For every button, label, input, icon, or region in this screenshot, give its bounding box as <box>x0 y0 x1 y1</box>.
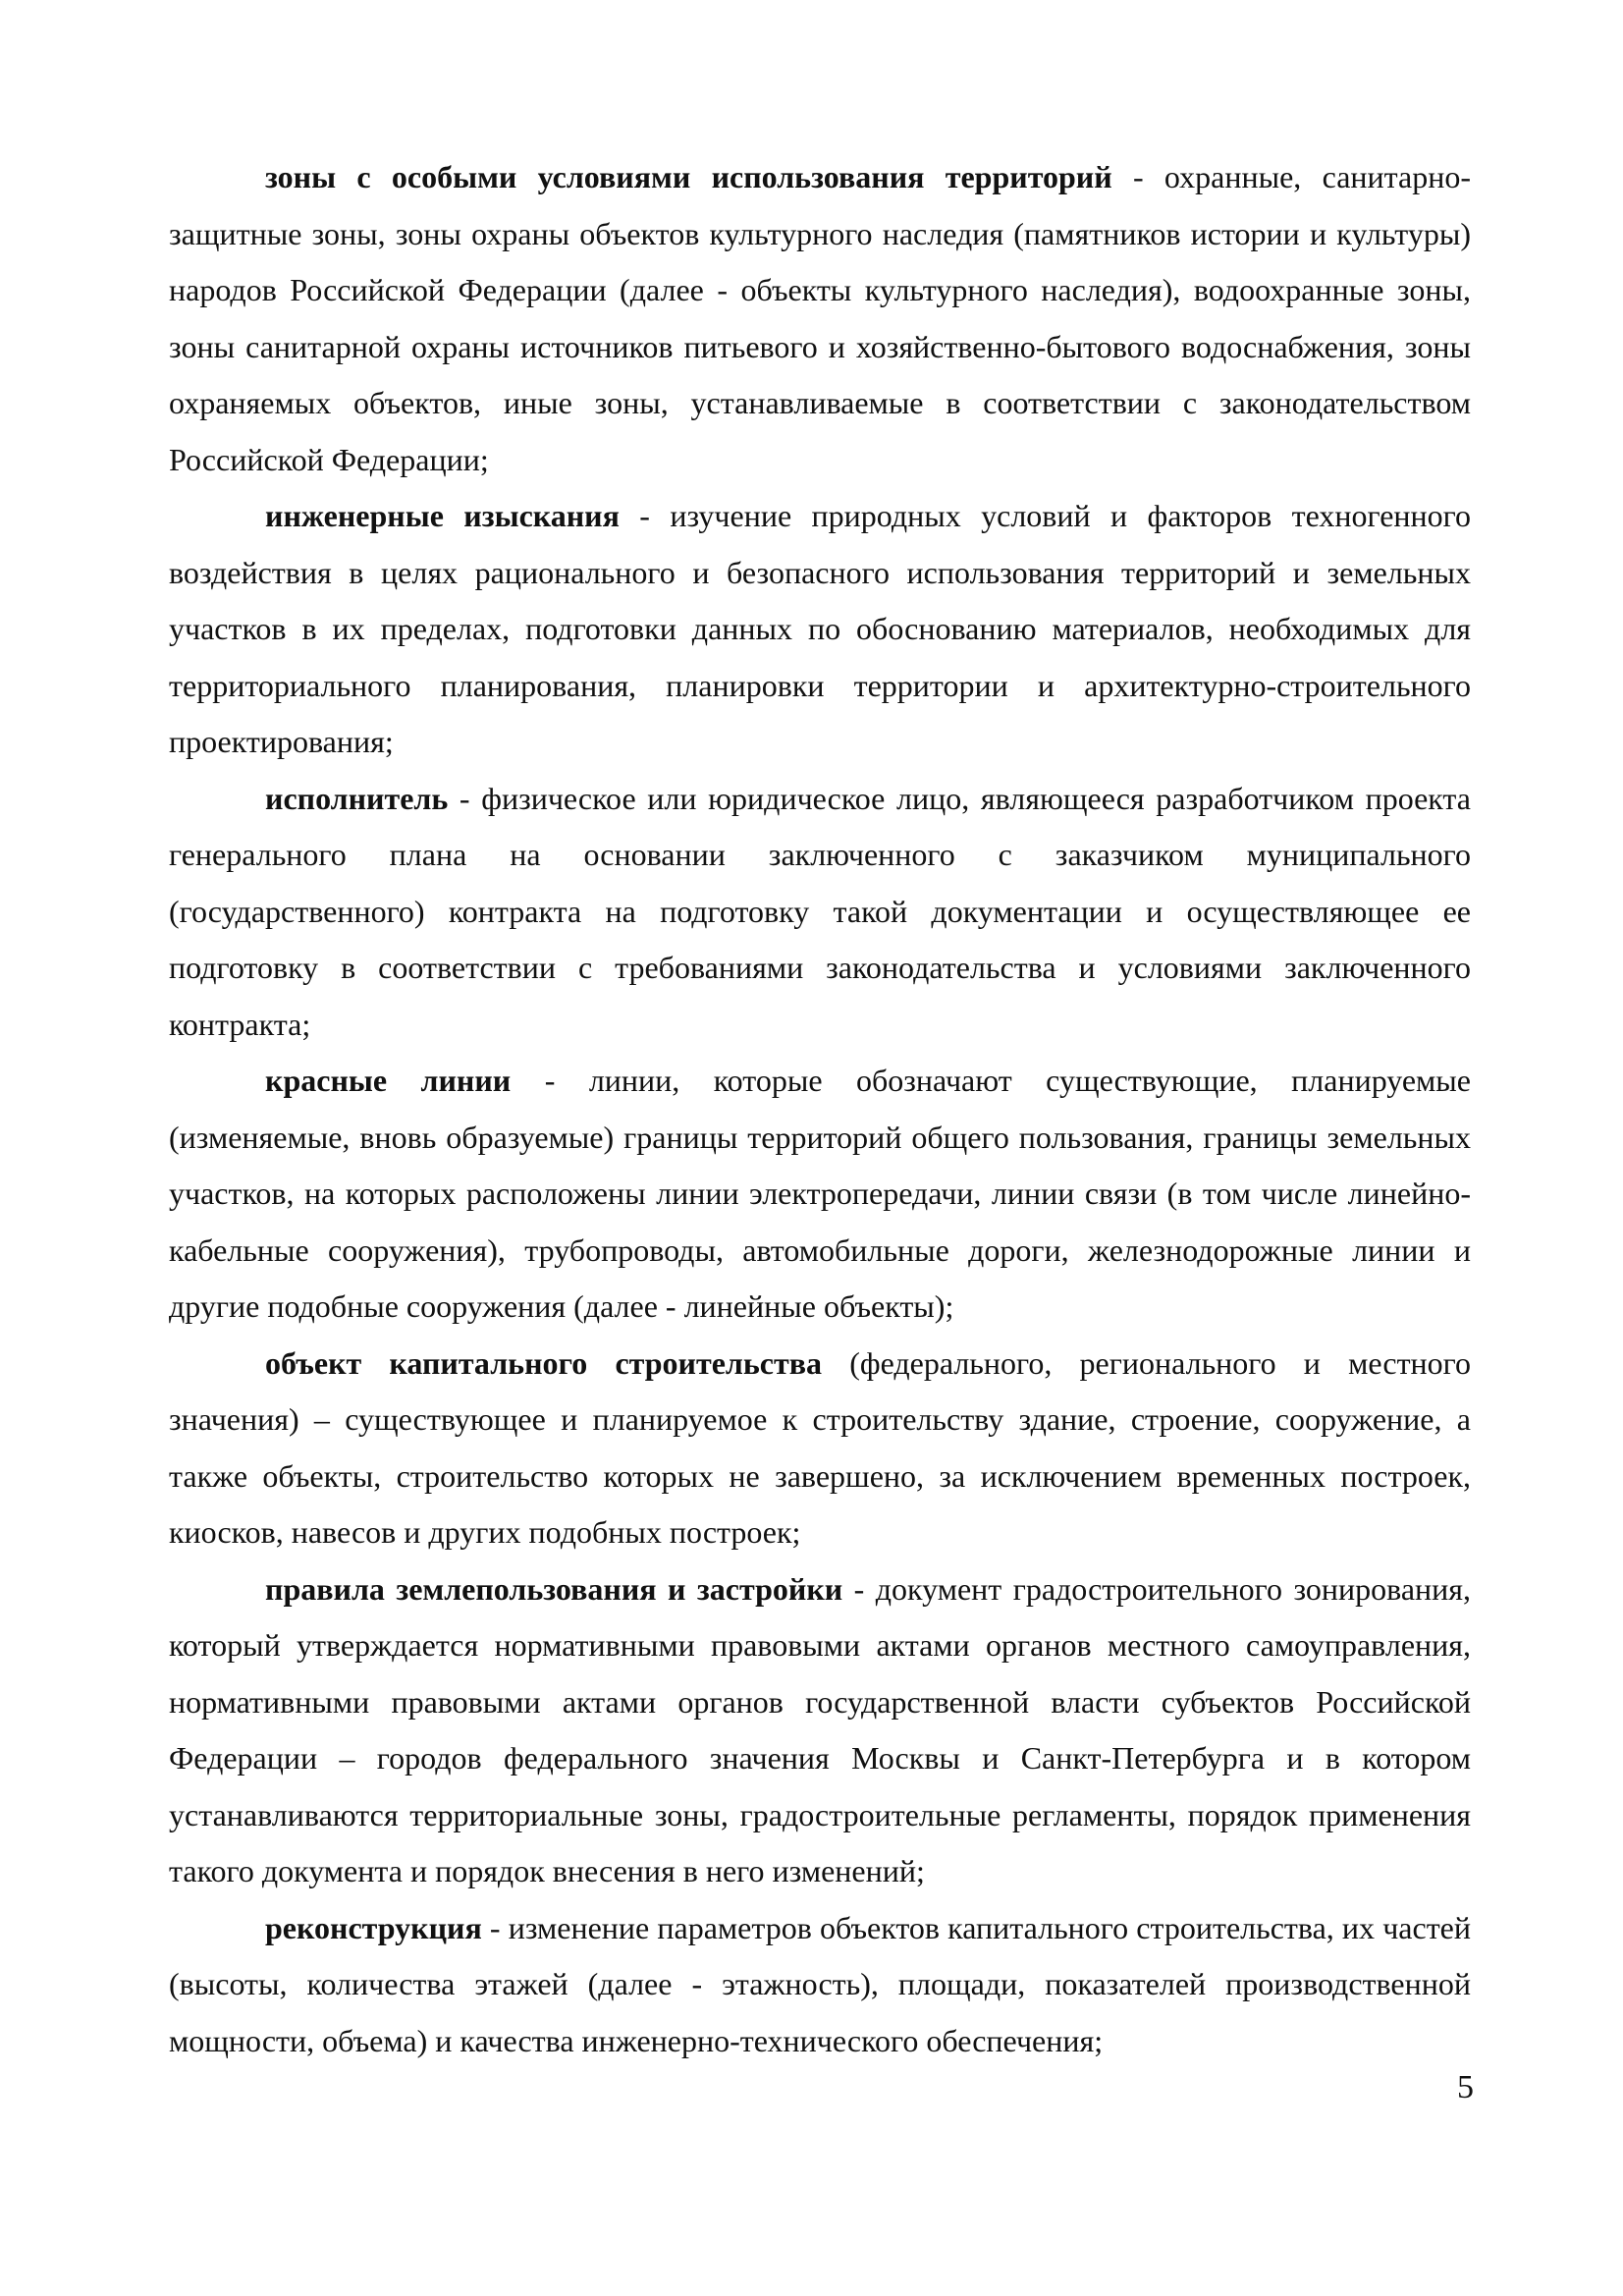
definition-text: - изменение параметров объектов капитального строительства, их частей (высоты, количества этажей (далее - этажность), площади, показателей производственной мощности, объема) и качества инженерно-технического обеспечения; <box>169 1909 1471 2058</box>
definition-term: реконструкция <box>265 1909 482 1945</box>
definition-paragraph <box>169 1561 1471 1900</box>
definition-term: исполнитель <box>265 780 449 816</box>
definition-term: правила землепользования и застройки <box>265 1570 843 1607</box>
definition-text: - документ градостроительного зонирования, который утверждается нормативными правовыми актами органов местного самоуправления, нормативными правовыми актами органов государственной власти субъектов Российской Федерации – городов федерального значения Москвы и Санкт-Петербурга и в котором устанавливаются территориальные зоны, градостроительные регламенты, порядок применения такого документа и порядок внесения в него изменений; <box>169 1570 1472 1888</box>
definition-text: (федерального, регионального и местного значения) – существующее и планируемое к строительству здание, строение, сооружение, а также объекты, строительство которых не завершено, за исключением временных построек, киосков, навесов и других подобных построек; <box>169 1344 1472 1550</box>
definition-text: - физическое или юридическое лицо, являющееся разработчиком проекта генерального плана на основании заключенного с заказчиком муниципального (государственного) контракта на подготовку такой документации и осуществляющее ее подготовку в соответствии с требованиями законодательства и условиями заключенного контракта; <box>169 780 1471 1042</box>
definition-paragraph <box>169 488 1471 771</box>
definition-term: объект капитального строительства <box>265 1344 822 1381</box>
definition-paragraph <box>169 1053 1471 1336</box>
document-body <box>169 149 1471 2069</box>
definition-term: зоны с особыми условиями использования территорий <box>265 159 1112 194</box>
definition-paragraph <box>169 149 1471 488</box>
definition-text: - изучение природных условий и факторов техногенного воздействия в целях рационального и безопасного использования территорий и земельных участков в их пределах, подготовки данных по обоснованию материалов, необходимых для территориального планирования, планировки территории и архитектурно-строительного проектирования; <box>169 498 1472 759</box>
definition-term: красные линии <box>265 1063 512 1098</box>
definition-paragraph <box>169 771 1471 1054</box>
definition-text: - охранные, санитарно-защитные зоны, зоны охраны объектов культурного наследия (памятников истории и культуры) народов Российской Федерации (далее - объекты культурного наследия), водоохранные зоны, зоны санитарной охраны источников питьевого и хозяйственно-бытового водоснабжения, зоны охраняемых объектов, иные зоны, устанавливаемые в соответствии с законодательством Российской Федерации; <box>169 159 1472 477</box>
page-number: 5 <box>1457 2069 1474 2105</box>
definition-term: инженерные изыскания <box>265 498 620 533</box>
definition-paragraph <box>169 1336 1471 1561</box>
definition-text: - линии, которые обозначают существующие, планируемые (изменяемые, вновь образуемые) границы территорий общего пользования, границы земельных участков, на которых расположены линии электропередачи, линии связи (в том числе линейно-кабельные сооружения), трубопроводы, автомобильные дороги, железнодорожные линии и другие подобные сооружения (далее - линейные объекты); <box>169 1063 1472 1324</box>
definition-paragraph <box>169 1900 1471 2070</box>
